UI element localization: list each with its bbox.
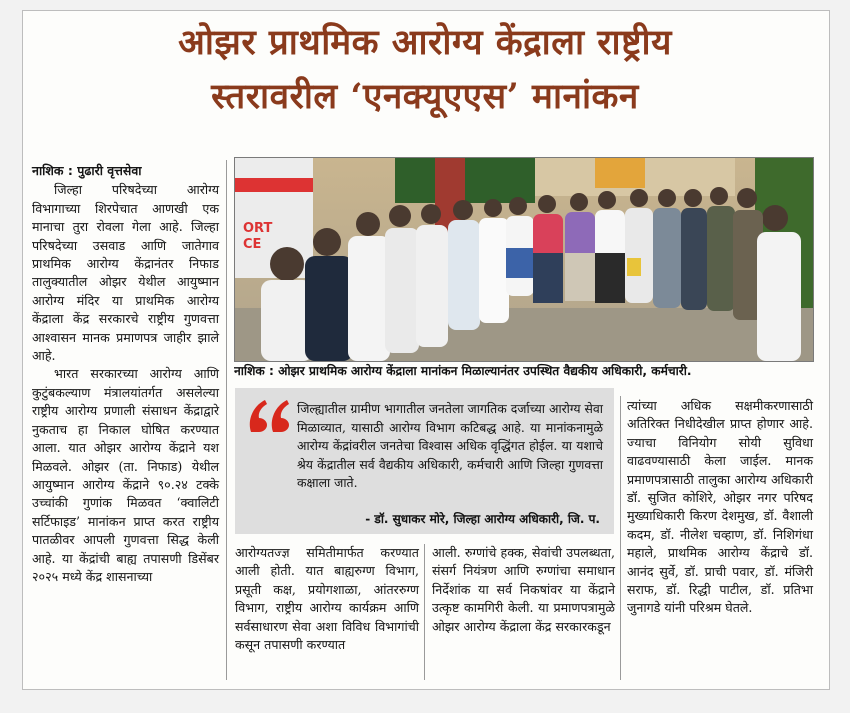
paragraph-col2b: आली. रुग्णांचे हक्क, सेवांची उपलब्धता, संसर्ग नियंत्रण आणि रुग्णांचा समाधान निर्देशांक या सर्व निकषांवर या केंद्राने उत्कृष्ट कामगिरी केली. या प्रमाणपत्रामुळे ओझर आरोग्य केंद्राला केंद्र सरकारकडून	[432, 545, 615, 634]
paragraph-1: जिल्हा परिषदेच्या आरोग्य विभागाच्या शिरपेचात आणखी एक मानाचा तुरा रोवला गेला आहे. जिल्हा परिषदेच्या उसवाड आणि जातेगाव प्राथमिक आरोग्य केंद्रानंतर निफाड तालुक्यातील ओझर येथील आयुष्मान आरोग्य मंदिर या प्राथमिक आरोग्य केंद्राला केंद्र सरकारचे राष्ट्रीय गुणवत्ता आश्वासन मानक प्रमाणपत्र जाहीर झाले आहे.	[32, 182, 219, 364]
column-divider	[226, 160, 227, 680]
column-divider	[424, 544, 425, 680]
ambulance-sign-line-1: ORT	[243, 221, 273, 236]
pull-quote-box	[235, 388, 614, 534]
column-1	[32, 162, 219, 586]
byline: नाशिक : पुढारी वृत्तसेवा	[32, 163, 142, 178]
quote-text: जिल्ह्यातील ग्रामीण भागातील जनतेला जागतिक दर्जाच्या आरोग्य सेवा मिळाव्यात, यासाठी आरोग्य विभाग कटिबद्ध आहे. या मानांकनामुळे आरोग्य केंद्रांवरील जनतेचा विश्वास अधिक वृद्धिंगत होईल. या यशाचे श्रेय केंद्रातील सर्व वैद्यकीय अधिकारी, कर्मचारी आणि जिल्हा गुणवत्ता कक्षाला जाते.	[297, 401, 603, 490]
headline-line-1: ओझर प्राथमिक आरोग्य केंद्राला राष्ट्रीय	[178, 22, 672, 63]
group-photo	[234, 157, 814, 362]
paragraph-2: भारत सरकारच्या आरोग्य आणि कुटुंबकल्याण मंत्रालयांतर्गत असलेल्या राष्ट्रीय आरोग्य प्रणाली संसाधन केंद्राद्वारे नुकताच हा निकाल घोषित करण्यात आला. यात ओझर आरोग्य केंद्राने यश मिळवले. ओझर (ता. निफाड) येथील आयुष्मान आरोग्य केंद्राने ९०.२४ टक्के उच्चांकी गुणांक मिळवत ‘क्वालिटी सर्टिफाइड’ मानांकन प्राप्त करत राष्ट्रीय पातळीवर आपली गुणवत्ता सिद्ध केली आहे. या केंद्रांची बाह्य तपासणी डिसेंबर २०२५ मध्ये केंद्र शासनाच्या	[32, 366, 219, 584]
ambulance-sign-line-2: CE	[243, 237, 262, 252]
photo-caption: नाशिक : ओझर प्राथमिक आरोग्य केंद्राला मानांकन मिळाल्यानंतर उपस्थित वैद्यकीय अधिकारी, कर्मचारी.	[234, 364, 692, 378]
paragraph-col3: त्यांच्या अधिक सक्षमीकरणासाठी अतिरिक्त निधीदेखील प्राप्त होणार आहे. ज्याचा विनियोग सोयी सुविधा वाढवण्यासाठी केला जाईल. मानक प्रमाणपत्रासाठी तालुका आरोग्य अधिकारी डॉ. सुजित कोशिरे, ओझर नगर परिषद मुख्याधिकारी किरण देशमुख, डॉ. वैशाली कदम, डॉ. नीलेश चव्हाण, डॉ. निशिगंधा महाले, प्राथमिक आरोग्य केंद्राचे डॉ. आनंद सुर्वे, डॉ. प्राची पवार, डॉ. मंजिरी सराफ, डॉ. रिद्धी पाटील, डॉ. प्रतिभा जुनागडे यांनी परिश्रम घेतले.	[627, 398, 813, 616]
column-3	[627, 397, 813, 618]
paragraph-col2a: आरोग्यतज्ज्ञ समितीमार्फत करण्यात आली होती. यात बाह्यरुग्ण विभाग, प्रसूती कक्ष, प्रयोगशाळा, आंतररुग्ण विभाग, राष्ट्रीय आरोग्य कार्यक्रम आणि सर्वसाधारण सेवा अशा विविध विभागांची कसून तपासणी करण्यात	[235, 545, 419, 653]
quote-mark-icon	[247, 398, 291, 432]
headline-line-2: स्तरावरील ‘एनक्यूएएस’ मानांकन	[211, 76, 639, 117]
column-divider	[620, 396, 621, 680]
column-2a	[235, 544, 419, 654]
headline	[30, 16, 820, 124]
quote-author: - डॉ. सुधाकर मोरे, जिल्हा आरोग्य अधिकारी, जि. प.	[365, 512, 600, 526]
column-2b	[432, 544, 615, 636]
